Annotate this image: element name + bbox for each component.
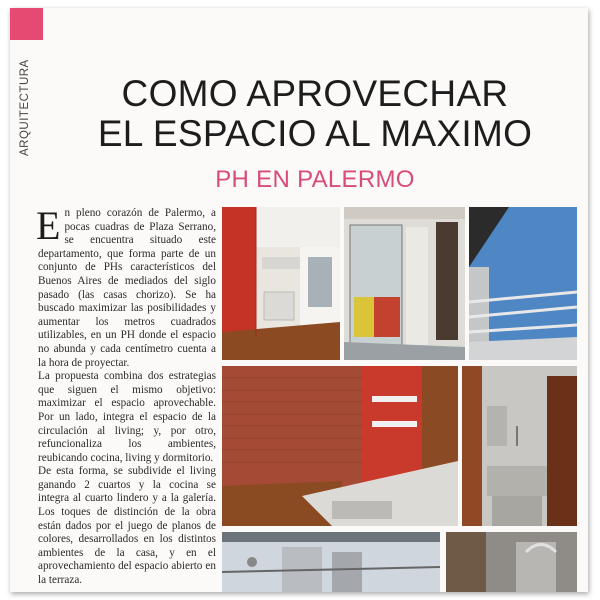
photo-terrace-view (222, 532, 440, 592)
article-body (36, 203, 216, 588)
section-color-tab (10, 8, 43, 40)
title-line-1: COMO APROVECHAR (121, 73, 509, 114)
paragraph-3: De esta forma, se subdivide el living ganando 2 cuartos y la cocina se integra al cuarto lindero y a la galería. Los toques de distinción de la obra están dados por el juego de planos de colores, desarrollados en los distintos ambientes de la casa, y en el aprovechamiento del espacio abierto en la terraza. (38, 465, 216, 587)
title-line-2: EL ESPACIO AL MAXIMO (97, 113, 533, 154)
magazine-page (10, 8, 588, 592)
photo-kitchen-red-wall (222, 207, 340, 360)
page-title (50, 74, 580, 154)
photo-interior-detail (446, 532, 577, 592)
page-subtitle: PH EN PALERMO (215, 166, 415, 193)
photo-terrace-railing (469, 207, 577, 360)
photo-bathroom (462, 366, 577, 526)
paragraph-2: La propuesta combina dos estrategias que siguen el mismo objetivo: maximizar el espacio aprovechable. Por un lado, integra el espacio de la circulación al living; y, por otro, refuncionaliza los ambientes, reubicando cocina, living y dormitorio. (38, 370, 216, 464)
photo-hallway-glass (344, 207, 465, 360)
drop-cap: E (36, 203, 61, 248)
photo-brick-kitchen (222, 366, 458, 526)
paragraph-1: n pleno corazón de Palermo, a pocas cuadras de Plaza Serrano, se encuentra situado este departamento, que forma parte de un conjunto de PHs característicos del Buenos Aires de mediados del siglo pasado (las casas chorizo). Se ha buscado maximizar las posibilidades y aumentar los metros cuadrados utilizables, en un PH donde el espacio no abunda y cada centímetro cuenta a la hora de proyectar. (38, 207, 216, 369)
section-label: ARQUITECTURA (19, 59, 31, 156)
